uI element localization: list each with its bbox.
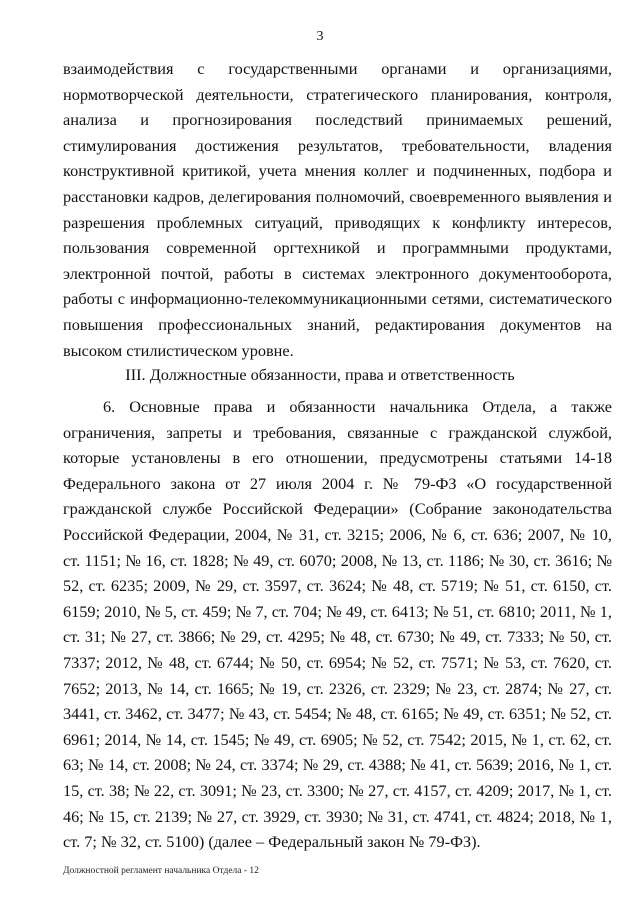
page-footer: Должностной регламент начальника Отдела - 12 xyxy=(63,866,259,876)
section-heading: III. Должностные обязанности, права и ответственность xyxy=(125,365,515,384)
paragraph-rights-duties: 6. Основные права и обязанности начальника Отдела, а также ограничения, запреты и требования, связанные с гражданской службой, которые установлены в его отношении, предусмотрены статьями 14-18 Федерального закона от 27 июля 2004 г. № 79-ФЗ «О государственной гражданской службе Российской Федерации» (Собрание законодательства Российской Федерации, 2004, № 31, ст. 3215; 2006, № 6, ст. 636; 2007, № 10, ст. 1151; № 16, ст. 1828; № 49, ст. 6070; 2008, № 13, ст. 1186; № 30, ст. 3616; № 52, ст. 6235; 2009, № 29, ст. 3597, ст. 3624; № 48, ст. 5719; № 51, ст. 6150, ст. 6159; 2010, № 5, ст. 459; № 7, ст. 704; № 49, ст. 6413; № 51, ст. 6810; 2011, № 1, ст. 31; № 27, ст. 3866; № 29, ст. 4295; № 48, ст. 6730; № 49, ст. 7333; № 50, ст. 7337; 2012, № 48, ст. 6744; № 50, ст. 6954; № 52, ст. 7571; № 53, ст. 7620, ст. 7652; 2013, № 14, ст. 1665; № 19, ст. 2326, ст. 2329; № 23, ст. 2874; № 27, ст. 3441, ст. 3462, ст. 3477; № 43, ст. 5454; № 48, ст. 6165; № 49, ст. 6351; № 52, ст. 6961; 2014, № 14, ст. 1545; № 49, ст. 6905; № 52, ст. 7542; 2015, № 1, ст. 62, ст. 63; № 14, ст. 2008; № 24, ст. 3374; № 29, ст. 4388; № 41, ст. 5639; 2016, № 1, ст. 15, ст. 38; № 22, ст. 3091; № 23, ст. 3300; № 27, ст. 4157, ст. 4209; 2017, № 1, ст. 46; № 15, ст. 2139; № 27, ст. 3929, ст. 3930; № 31, ст. 4741, ст. 4824; 2018, № 1, ст. 7; № 32, ст. 5100) (далее – Федеральный закон № 79-ФЗ). xyxy=(63,397,612,852)
page-number: 3 xyxy=(316,29,324,44)
paragraph-competencies: взаимодействия с государственными органами и организациями, нормотворческой деятельности, стратегического планирования, контроля, анализа и прогнозирования последствий принимаемых решений, стимулирования достижения результатов, требовательности, владения конструктивной критикой, учета мнения коллег и подчиненных, подбора и расстановки кадров, делегирования полномочий, своевременного выявления и разрешения проблемных ситуаций, приводящих к конфликту интересов, пользования современной оргтехникой и программными продуктами, электронной почтой, работы в системах электронного документооборота, работы с информационно-телекоммуникационными сетями, систематического повышения профессиональных знаний, редактирования документов на высоком стилистическом уровне. xyxy=(63,59,612,360)
